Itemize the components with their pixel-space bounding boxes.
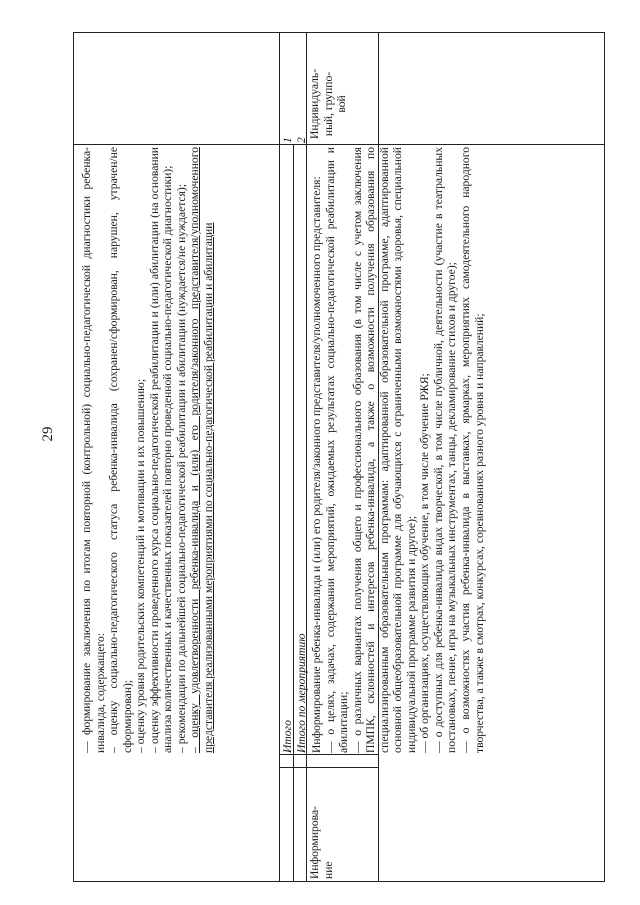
itogo-label: Итого xyxy=(281,720,294,753)
column-divider xyxy=(293,144,294,881)
row2-content xyxy=(310,147,486,753)
row1-item: — формирование заключения по итогам повторной (контрольной) социально-педагогической диагностики ребенка-инвалида, содержащего: xyxy=(80,147,107,753)
row1-content xyxy=(80,147,215,753)
form-line: Индивидуаль- xyxy=(308,68,321,139)
page-number: 29 xyxy=(40,426,56,442)
col-number-2: 2 xyxy=(295,137,308,143)
row2-item: — о целях, задачах, содержании мероприятий, ожидаемых результатах социально-педагогической реабилитации и абилитации; xyxy=(323,147,351,753)
col-number-1: 1 xyxy=(281,137,294,143)
row1-item: – рекомендации по дальнейшей социально-педагогической реабилитации и абилитации (нуждается/не нуждается); xyxy=(174,184,188,753)
column-divider xyxy=(306,33,307,881)
rehabilitation-table xyxy=(73,32,605,882)
row2-item: — о возможностях участия ребенка-инвалида в выставках, ярмарках, мероприятиях самодеятельного народного творчества, а также в смотрах, конкурсах, соревнованиях разного уровня и направлений; xyxy=(459,147,486,753)
row2-name-line: ние xyxy=(321,861,335,879)
row2-name xyxy=(308,806,335,879)
row1-item: – оценку эффективности проведенного курса социально-педагогической реабилитации и (или) абилитации (на основании анализа количественных и качественных показателей повторно проведенной социально-педагогической диагностики); xyxy=(147,147,175,753)
row1-item: – оценку социально-педагогического статуса ребенка-инвалида (сохранен/сформирован, нарушен, утрачен/не сформирован); xyxy=(107,147,134,753)
form-line: ный, группо- xyxy=(321,71,335,137)
column-divider xyxy=(279,33,280,881)
itogo-event-label: Итого по мероприятию xyxy=(295,633,308,753)
row1-item: – оценку уровня родительских компетенций и мотивации и их повышению; xyxy=(134,378,148,753)
row2-item: Информирование ребенка-инвалида и (или) его родителя/законного представителя/уполномоченного представителя: xyxy=(310,176,323,753)
row2-name-line: Информирова- xyxy=(308,806,321,879)
row1-item: – оценку удовлетворенности ребенка-инвалида и (или) его родителя/законного представителя/уполномоченного представителя реализованными мероприятиями по социально-педагогической реабилитации и абилитации xyxy=(188,147,215,753)
row2-item: — об организациях, осуществляющих обучение, в том числе обучение РЖЯ; xyxy=(418,373,432,753)
row2-item: — о различных вариантах получения общего и профессионального образования (в том числе с учетом заключения ПМПК, склонностей и интересов ребенка-инвалида, а также о возможности получения образования по специализированным образовательным программам: адаптированной образовательной программе, адаптированной основной общеобразовательной программе для обучающихся с ограниченными возможностями здоровья, специальной индивидуальной программе развития и другое); xyxy=(350,147,418,753)
row-divider xyxy=(74,144,604,145)
row2-item: — о доступных для ребенка-инвалида видах творческой, в том числе публичной, деятельности (участие в театральных постановках, пение, игра на музыкальных инструментах, танцы, декламирование стихов и другое); xyxy=(431,147,459,753)
form-of-delivery xyxy=(308,69,349,139)
form-line: вой xyxy=(335,95,349,113)
